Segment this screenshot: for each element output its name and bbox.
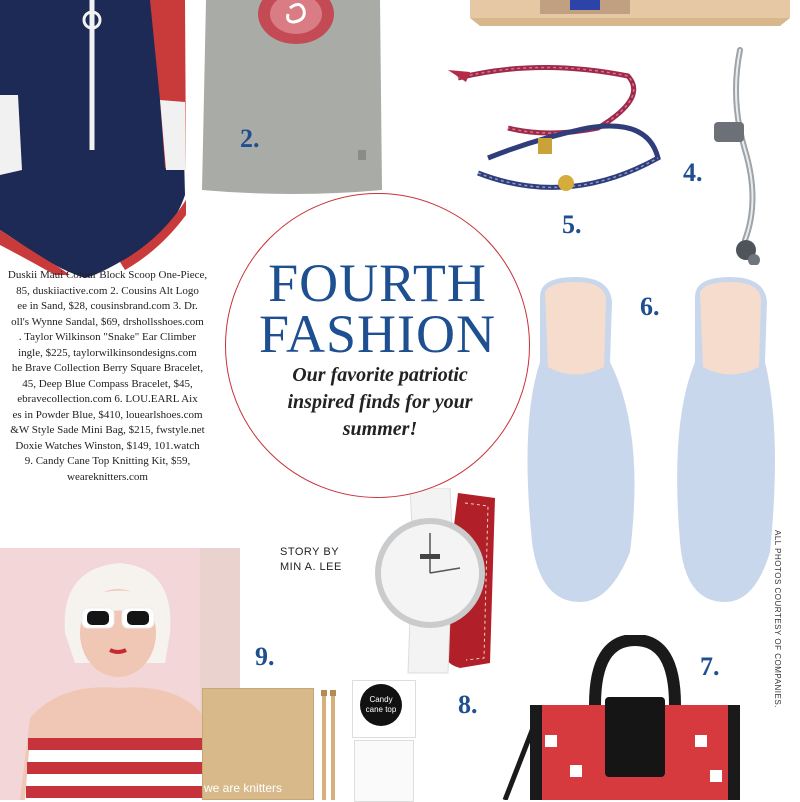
ear-climber-image	[690, 40, 780, 265]
credit-line: weareknitters.com	[67, 470, 148, 483]
product-number-5: 5.	[562, 210, 582, 239]
watch-image	[370, 488, 520, 678]
bracelets-image	[448, 58, 673, 208]
knitting-needles-image	[318, 690, 340, 800]
credit-line: 85, duskiiactive.com 2. Cousins Alt Logo	[16, 284, 199, 297]
mules-image	[520, 272, 785, 612]
product-number-8: 8.	[458, 690, 478, 719]
byline-author: MIN A. LEE	[280, 561, 342, 573]
credit-line: . Taylor Wilkinson "Snake" Ear Climber	[18, 331, 197, 343]
candy-cane-badge: Candy cane top	[360, 684, 402, 726]
credit-line: ebravecollection.com 6. LOU.EARL Aix	[17, 393, 198, 405]
credit-line: es in Powder Blue, $410, louearlshoes.com	[12, 408, 203, 421]
kit-box-label: we are knitters	[204, 781, 283, 795]
bag-image	[500, 635, 770, 800]
credit-line: ingle, $225, taylorwilkinsondesigns.com	[18, 346, 197, 359]
credit-line: oll's Wynne Sandal, $69, drshollsshoes.com	[11, 315, 204, 328]
product-credits	[0, 268, 215, 485]
subtitle-line: inspired finds for your	[287, 391, 473, 413]
credit-line: ee in Sand, $28, cousinsbrand.com 3. Dr.	[17, 300, 198, 312]
product-number-2: 2.	[240, 124, 260, 153]
headline-line1: FOURTH	[268, 253, 487, 313]
tshirt-image	[198, 0, 388, 198]
pattern-sheet	[354, 740, 414, 802]
byline	[280, 545, 380, 575]
credit-line: 45, Deep Blue Compass Bracelet, $45,	[22, 377, 193, 390]
product-number-6: 6.	[640, 292, 660, 321]
headline-line2: FASHION	[258, 304, 497, 364]
sandal-image	[470, 0, 790, 28]
byline-label: STORY BY	[280, 546, 340, 558]
product-number-7: 7.	[700, 652, 720, 681]
credit-line: &W Style Sade Mini Bag, $215, fwstyle.net	[10, 424, 205, 436]
photo-credit: ALL PHOTOS COURTESY OF COMPANIES.	[773, 530, 782, 708]
subtitle-line: summer!	[342, 418, 418, 440]
credit-line: Duskii Maui Colour Block Scoop One-Piece,	[7, 269, 208, 281]
swimsuit-image	[0, 0, 200, 280]
headline-subtitle	[240, 362, 520, 443]
subtitle-line: Our favorite patriotic	[292, 364, 468, 386]
product-number-4: 4.	[683, 158, 703, 187]
credit-line: he Brave Collection Berry Square Bracelet,	[11, 362, 204, 374]
product-number-9: 9.	[255, 642, 275, 671]
credit-line: 9. Candy Cane Top Knitting Kit, $59,	[24, 455, 191, 467]
credit-line: Doxie Watches Winston, $149, 101.watch	[15, 439, 200, 452]
